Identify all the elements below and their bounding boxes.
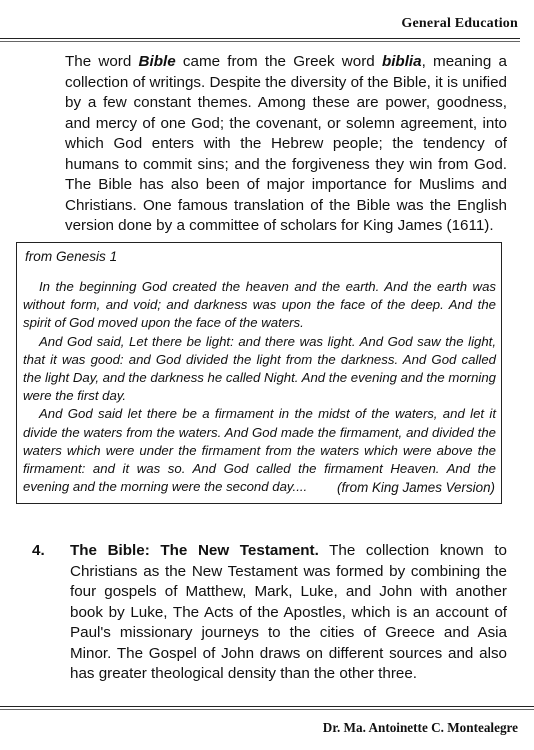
list-item-title: The Bible: The New Testament. <box>70 542 319 559</box>
list-item-number: 4. <box>32 542 45 559</box>
bible-term: Bible <box>138 53 176 70</box>
footer-author: Dr. Ma. Antoinette C. Montealegre <box>322 720 518 735</box>
header-rule <box>0 38 520 39</box>
quote-body <box>23 278 496 496</box>
intro-paragraph: The word Bible came from the Greek word biblia, meaning a collection of writings. Despite the diversity of the Bible, it is unified by a few constant themes. Among these are power, goodness, and mercy of one God; the covenant, or solemn agreement, into which God enters with the Hebrew people; the tendency of humans to commit sins; and the forgiveness they win from God. The Bible has also been of major importance for Muslims and Christians. One famous translation of the Bible was the English version done by a committee of scholars for King James (1611). <box>65 53 507 234</box>
biblia-term: biblia <box>381 53 422 70</box>
quote-source: (from King James Version) <box>336 480 495 495</box>
list-item-new-testament <box>32 541 507 685</box>
quote-heading: from Genesis 1 <box>25 249 118 264</box>
quote-paragraph: And God said, Let there be light: and there was light. And God saw the light, that it was good: and God divided the light from the darkness. And God called the light Day, and the darkness he called Night. And the evening and the morning were the first day. <box>23 333 496 404</box>
quote-paragraph: In the beginning God created the heaven and the earth. And the earth was without form, and void; and darkness was upon the face of the deep. And the spirit of God moved upon the face of the waters. <box>23 279 496 331</box>
list-item-text: The Bible: The New Testament. The collection known to Christians as the New Testament was formed by combining the four gospels of Matthew, Mark, Luke, and John with another book by Luke, The Acts of the Apostles, which is an account of Paul's missionary journeys to the cities of Greece and Asia Minor. The Gospel of John draws on different sources and also has greater theological density than the other three. <box>70 542 507 682</box>
header-rule-secondary <box>0 41 520 42</box>
genesis-quote-box <box>16 242 502 504</box>
footer-rule <box>0 706 534 707</box>
footer-rule-secondary <box>0 709 534 710</box>
quote-paragraph: And God said let there be a firmament in the midst of the waters, and let it divide the waters from the waters. And God made the firmament, and divided the waters which were under the firmament from the waters which were above the firmament: and it was so. And God called the firmament Heaven. And the evening and the morning were the second day.... <box>23 406 496 495</box>
page-header-title: General Education <box>401 16 518 31</box>
